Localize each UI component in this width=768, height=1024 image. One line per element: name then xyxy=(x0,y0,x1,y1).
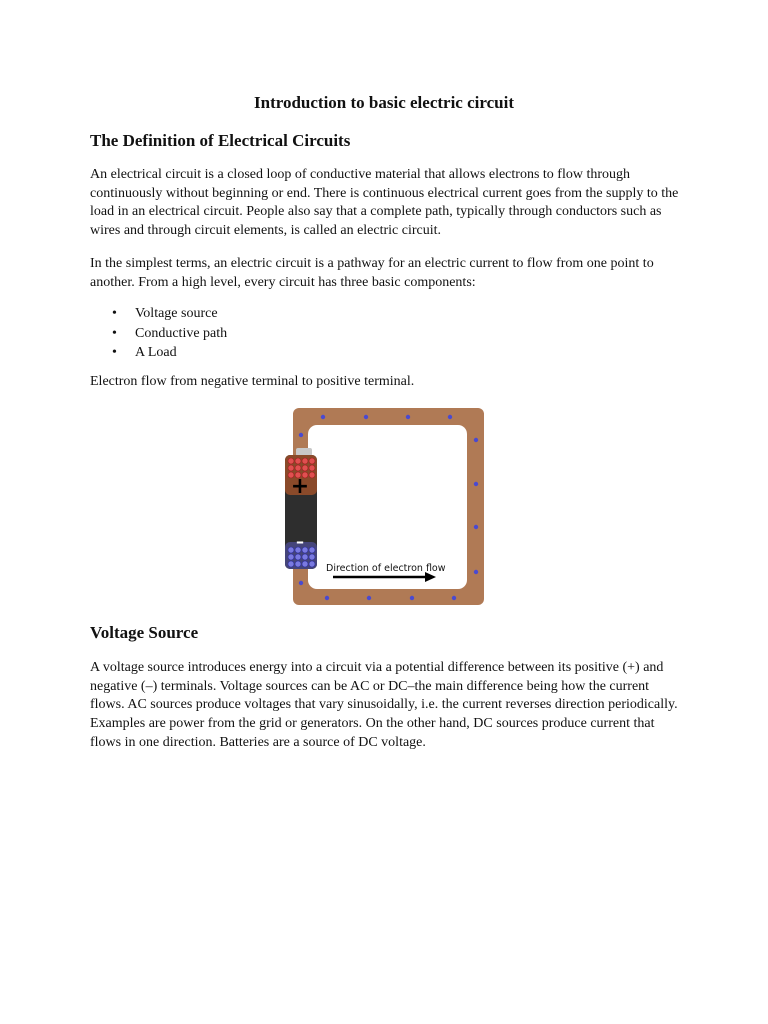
bullet-icon: • xyxy=(112,345,117,360)
list-item xyxy=(90,304,227,324)
electron-icon xyxy=(452,596,456,600)
battery-icon xyxy=(285,448,317,569)
list-item-text: Voltage source xyxy=(135,306,218,321)
electron-icon xyxy=(474,482,478,486)
circuit-figure xyxy=(280,404,492,610)
electron-icon xyxy=(299,581,303,585)
list-item-text: A Load xyxy=(135,345,177,360)
paragraph-definition-2: In the simplest terms, an electric circuit is a pathway for an electric current to flow from one point to another. From a high level, every circuit has three basic components: xyxy=(90,256,654,290)
bullet-icon: • xyxy=(112,325,117,341)
paragraph-voltage-source: A voltage source introduces energy into a circuit via a potential difference between its positive (+) and negative (–) terminals. Voltage sources can be AC or DC–the main difference being how the current flows. AC sources produce voltages that vary sinusoidally, i.e. the current reverses direction periodically. Examples are power from the grid or generators. On the other hand, DC sources produce current that flows in one direction. Batteries are a source of DC voltage. xyxy=(90,660,678,750)
electron-icon xyxy=(321,415,325,419)
electron-icon xyxy=(367,596,371,600)
section-heading-definition: The Definition of Electrical Circuits xyxy=(90,131,351,150)
electron-icon xyxy=(299,433,303,437)
list-item xyxy=(90,343,227,363)
minus-sign: – xyxy=(296,532,304,551)
components-list xyxy=(90,304,227,363)
electron-icon xyxy=(410,596,414,600)
circuit-diagram xyxy=(280,404,492,610)
electron-icon xyxy=(474,525,478,529)
bullet-icon: • xyxy=(112,306,117,321)
list-item xyxy=(90,324,227,344)
paragraph-definition-1: An electrical circuit is a closed loop of conductive material that allows electrons to flow through continuously without beginning or end. There is continuous electrical current goes from the supply to the load in an electrical circuit. People also say that a complete path, typically through conductors such as wires and through circuit elements, is called an electric circuit. xyxy=(90,167,679,239)
electron-icon xyxy=(325,596,329,600)
list-item-text: Conductive path xyxy=(135,325,228,341)
electron-icon xyxy=(406,415,410,419)
section-heading-voltage-source: Voltage Source xyxy=(90,623,199,642)
plus-sign: + xyxy=(290,474,310,499)
document-title: Introduction to basic electric circuit xyxy=(254,93,514,112)
arrow-label: Direction of electron flow xyxy=(326,563,446,574)
electron-icon xyxy=(364,415,368,419)
flow-note: Electron flow from negative terminal to positive terminal. xyxy=(90,374,415,389)
electron-icon xyxy=(474,570,478,574)
electron-icon xyxy=(474,438,478,442)
electron-icon xyxy=(448,415,452,419)
